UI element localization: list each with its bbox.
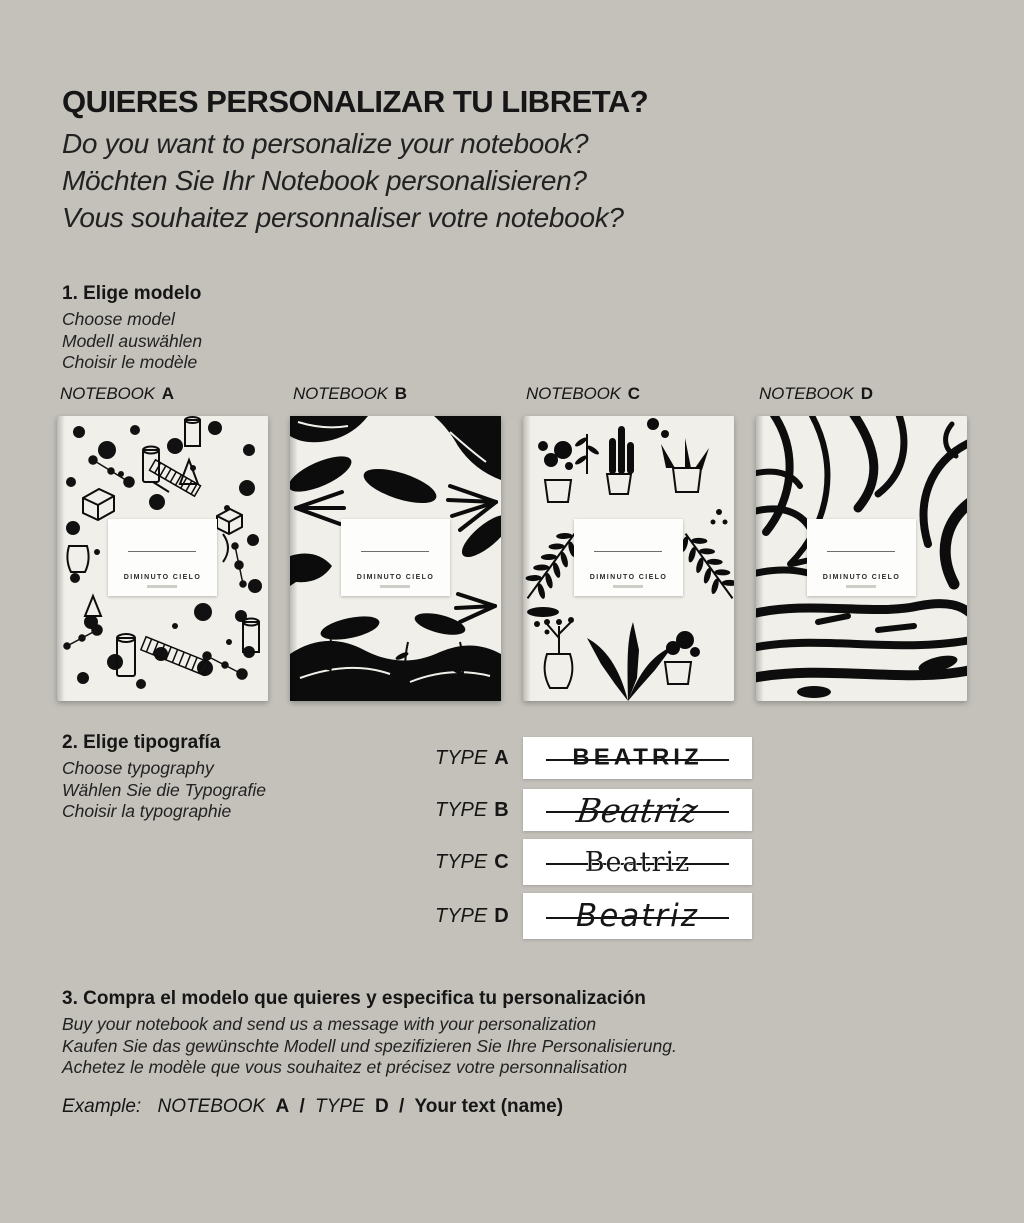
label-writing-line [128,551,196,552]
notebook-b-label [290,384,501,404]
label-writing-line [361,551,429,552]
example-notebook-letter: A [275,1096,290,1117]
example-separator: / [299,1096,305,1117]
type-d-label [435,903,509,929]
brand-subtext-mark [846,585,876,588]
brand-name: DIMINUTO CIELO [356,573,435,581]
example-separator: / [398,1096,405,1117]
step2-translation-en: Choose typography [62,758,214,778]
type-c-label [435,849,509,875]
example-line [62,1096,568,1118]
step3-text [62,988,677,1079]
step1-translation-de: Modell auswählen [62,330,203,351]
notebook-c-letter: C [627,384,640,403]
notebook-d-front-label [807,519,917,596]
brand-name: DIMINUTO CIELO [589,573,668,581]
type-c-sample-box[interactable] [523,839,752,885]
notebook-c-label [523,384,734,404]
type-a-sample-box[interactable] [523,737,752,779]
notebook-b-letter: B [394,384,407,403]
notebook-word: NOTEBOOK [759,384,854,403]
notebook-a-letter: A [161,384,174,403]
notebook-c-front-label [574,519,684,596]
notebook-a-cover[interactable] [57,416,268,701]
step3-translation-en: Buy your notebook and send us a message with your personalization [62,1014,597,1034]
brand-subtext-mark [147,585,177,588]
brand-subtext-mark [380,585,410,588]
example-notebook-word: NOTEBOOK [157,1096,266,1117]
example-type-letter: D [374,1096,389,1117]
notebook-option-d [756,384,967,701]
notebook-option-c [523,384,734,701]
step2-text [62,732,266,823]
type-word: TYPE [435,905,488,927]
type-a-letter: A [494,747,509,769]
label-writing-line [594,551,662,552]
type-word: TYPE [435,851,488,873]
type-c-sample-text: Beatriz [584,846,691,878]
step3-translation-fr: Achetez le modèle que vous souhaitez et précisez votre personnalisation [62,1057,628,1077]
brand-name: DIMINUTO CIELO [123,573,202,581]
subtitle-fr: Vous souhaitez personnaliser votre notebook? [62,202,624,233]
type-a-label [435,745,509,771]
page-title: QUIERES PERSONALIZAR TU LIBRETA? [62,84,649,119]
step1-translation-en: Choose model [62,309,175,329]
type-a-sample-text: BEATRIZ [572,744,703,771]
step2-translation-de: Wählen Sie die Typografie [62,779,266,800]
step1-translation-fr: Choisir le modèle [62,352,198,372]
type-word: TYPE [435,747,488,769]
step3-heading: 3. Compra el modelo que quieres y especifica tu personalización [62,988,646,1009]
notebook-b-cover[interactable] [290,416,501,701]
subtitle-de: Möchten Sie Ihr Notebook personalisieren? [62,165,587,196]
notebook-word: NOTEBOOK [526,384,621,403]
notebook-a-front-label [108,519,218,596]
example-your-text: Your text (name) [414,1096,564,1117]
notebook-a-label [57,384,268,404]
notebook-word: NOTEBOOK [60,384,155,403]
type-d-letter: D [494,905,509,927]
notebook-d-label [756,384,967,404]
label-writing-line [827,551,895,552]
example-label: Example: [62,1096,142,1117]
step2-translation-fr: Choisir la typographie [62,801,232,821]
notebook-d-cover[interactable] [756,416,967,701]
notebook-d-letter: D [860,384,873,403]
header [62,84,648,236]
type-b-letter: B [494,799,509,821]
type-d-sample-text: Beatriz [575,898,700,934]
step2-heading: 2. Elige tipografía [62,732,221,753]
type-d-sample-box[interactable] [523,893,752,939]
step3-translation-de: Kaufen Sie das gewünschte Modell und spezifizieren Sie Ihre Personalisierung. [62,1035,677,1056]
notebook-option-a [57,384,268,701]
brand-subtext-mark [613,585,643,588]
step1-heading: 1. Elige modelo [62,283,202,304]
type-word: TYPE [435,799,488,821]
step1-text [62,283,202,374]
example-type-word: TYPE [315,1096,365,1117]
type-c-letter: C [494,851,509,873]
notebook-options-row [57,384,967,701]
notebook-c-cover[interactable] [523,416,734,701]
notebook-b-front-label [341,519,451,596]
type-b-label [435,797,509,823]
brand-name: DIMINUTO CIELO [822,573,901,581]
subtitle-en: Do you want to personalize your notebook? [62,128,589,159]
notebook-option-b [290,384,501,701]
type-b-sample-box[interactable] [523,789,752,831]
type-b-sample-text: Beatriz [574,790,701,830]
notebook-word: NOTEBOOK [293,384,388,403]
